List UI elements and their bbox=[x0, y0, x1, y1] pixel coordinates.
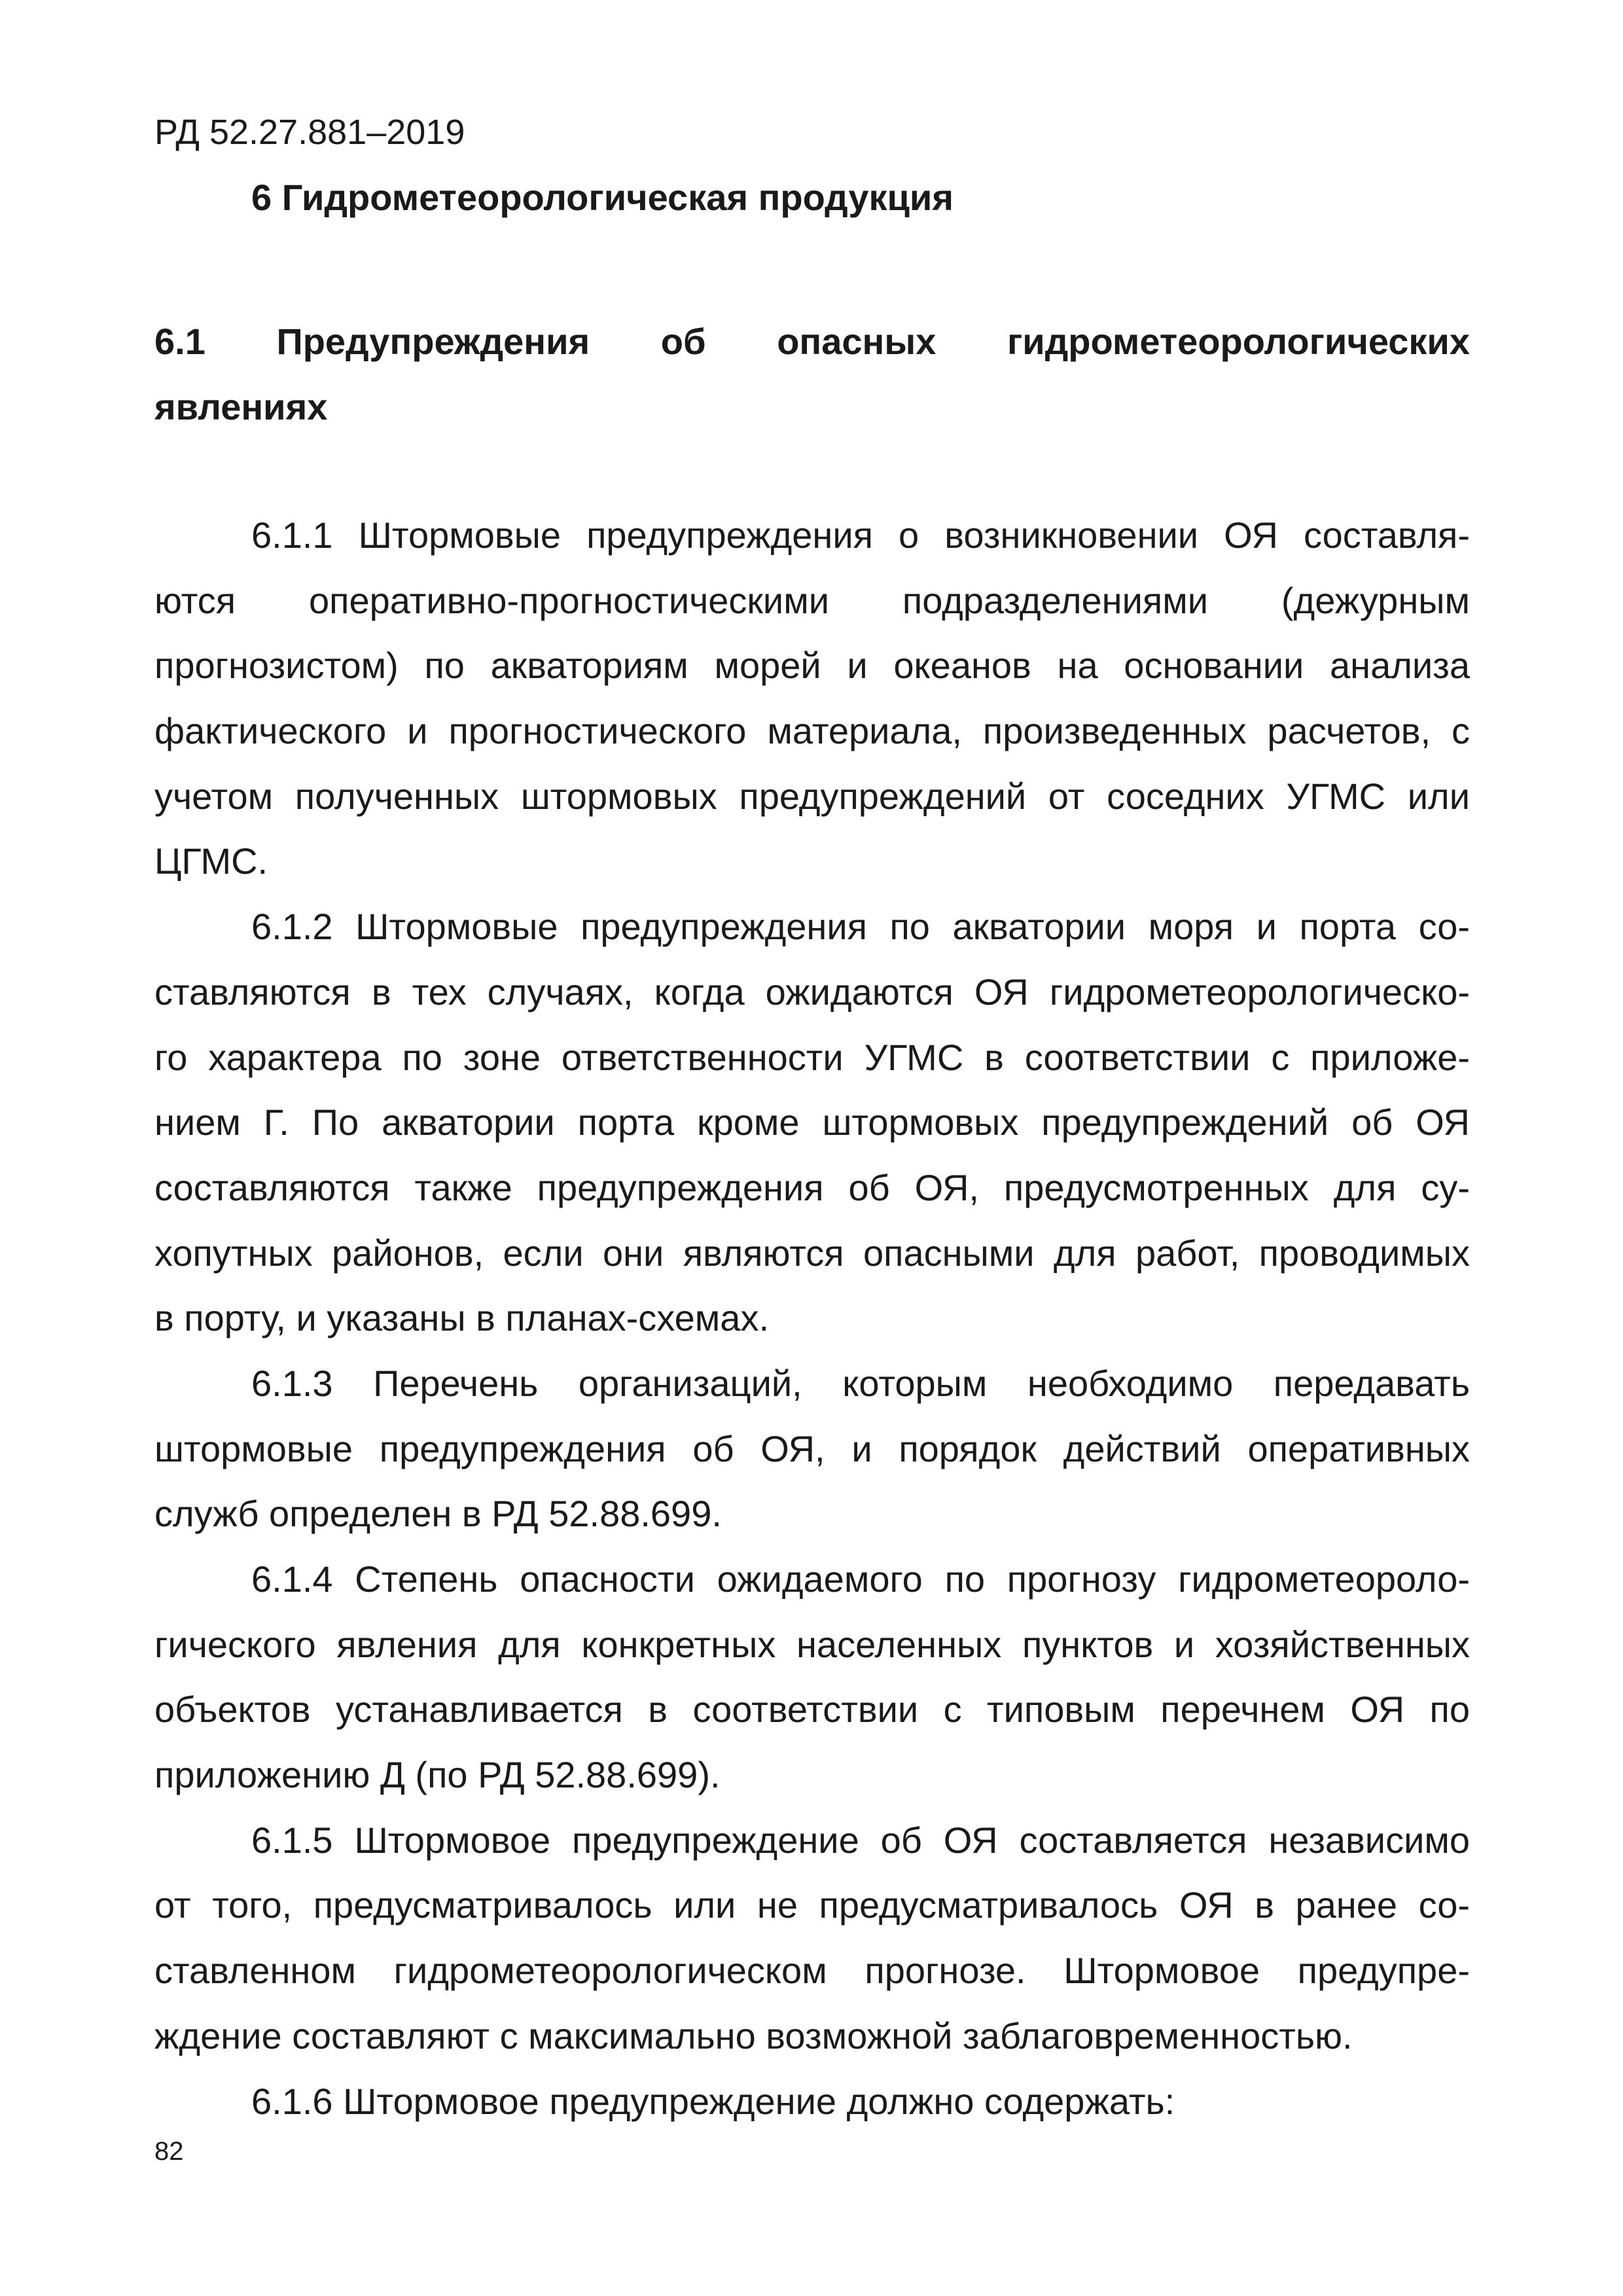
text-line: нием Г. По акватории порта кроме штормовых предупреждений об ОЯ bbox=[154, 1102, 1470, 1143]
text-line: фактического и прогностического материала, произведенных расчетов, с bbox=[154, 710, 1470, 752]
text-line: го характера по зоне ответственности УГМС в соответствии с приложе- bbox=[154, 1036, 1470, 1078]
text-line: прогнозистом) по акваториям морей и океанов на основании анализа bbox=[154, 645, 1470, 687]
text-line: в порту, и указаны в планах-схемах. bbox=[154, 1297, 770, 1339]
page-number: 82 bbox=[154, 2137, 184, 2166]
text-line: объектов устанавливается в соответствии с типовым перечнем ОЯ по bbox=[154, 1689, 1470, 1731]
text-line: 6.1.1 Штормовые предупреждения о возникновении ОЯ составля- bbox=[251, 514, 1470, 556]
text-line: гического явления для конкретных населенных пунктов и хозяйственных bbox=[154, 1623, 1470, 1665]
text-line: приложению Д (по РД 52.88.699). bbox=[154, 1754, 721, 1796]
document-code: РД 52.27.881–2019 bbox=[154, 113, 465, 152]
subsection-heading bbox=[154, 309, 1470, 440]
paragraph-6-1-3 bbox=[154, 1351, 1470, 1547]
text-line: ждение составляют с максимально возможной заблаговременностью. bbox=[154, 2015, 1353, 2056]
body-text bbox=[154, 503, 1470, 2134]
text-line: хопутных районов, если они являются опасными для работ, проводимых bbox=[154, 1232, 1470, 1274]
text-line: 6.1.3 Перечень организаций, которым необходимо передавать bbox=[251, 1362, 1470, 1404]
paragraph-6-1-2 bbox=[154, 894, 1470, 1351]
text-line: 6.1.4 Степень опасности ожидаемого по прогнозу гидрометеороло- bbox=[251, 1558, 1470, 1600]
paragraph-6-1-5 bbox=[154, 1808, 1470, 2069]
text-line: служб определен в РД 52.88.699. bbox=[154, 1493, 722, 1535]
text-line: 6.1.2 Штормовые предупреждения по акватории моря и порта со- bbox=[251, 906, 1470, 948]
paragraph-6-1-4 bbox=[154, 1547, 1470, 1808]
text-line: штормовые предупреждения об ОЯ, и порядок действий оперативных bbox=[154, 1427, 1470, 1469]
subsection-heading-line: 6.1 Предупреждения об опасных гидрометеорологических bbox=[154, 321, 1470, 362]
text-line: учетом полученных штормовых предупреждений от соседних УГМС или bbox=[154, 775, 1470, 817]
text-line: ставляются в тех случаях, когда ожидаются ОЯ гидрометеорологическо- bbox=[154, 971, 1470, 1013]
section-heading: 6 Гидрометеорологическая продукция bbox=[251, 177, 954, 218]
text-line: 6.1.6 Штормовое предупреждение должно содержать: bbox=[251, 2080, 1175, 2122]
paragraph-6-1-1 bbox=[154, 503, 1470, 894]
text-line: составляются также предупреждения об ОЯ, предусмотренных для су- bbox=[154, 1166, 1470, 1208]
text-line: ются оперативно-прогностическими подразделениями (дежурным bbox=[154, 579, 1470, 621]
text-line: от того, предусматривалось или не предусматривалось ОЯ в ранее со- bbox=[154, 1884, 1470, 1926]
subsection-heading-line: явлениях bbox=[154, 386, 328, 427]
paragraph-6-1-6 bbox=[154, 2069, 1470, 2134]
text-line: ЦГМС. bbox=[154, 840, 268, 882]
text-line: 6.1.5 Штормовое предупреждение об ОЯ составляется независимо bbox=[251, 1819, 1470, 1861]
text-line: ставленном гидрометеорологическом прогнозе. Штормовое предупре- bbox=[154, 1950, 1470, 1992]
